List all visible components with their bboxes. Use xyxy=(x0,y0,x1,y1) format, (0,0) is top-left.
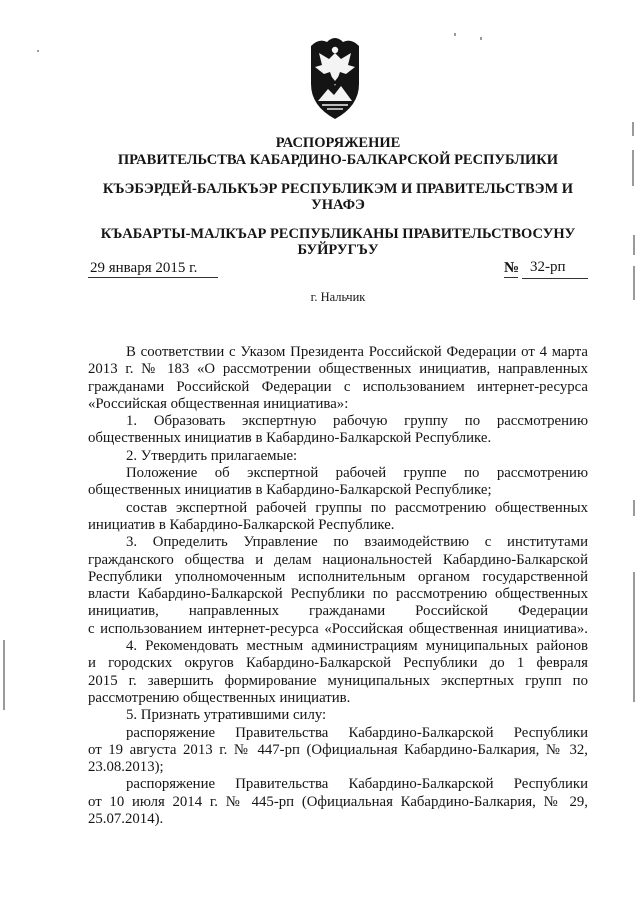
paragraph-line: 3. Определить Управление по взаимодействию с институтами xyxy=(126,534,588,551)
paragraph-line: 2015 г. завершить формирование муниципальных экспертных групп по xyxy=(88,672,588,689)
paragraph-line: 23.08.2013); xyxy=(88,759,164,776)
scan-mark xyxy=(633,572,635,702)
paragraph-line: от 19 августа 2013 г. № 447-рп (Официальная Кабардино-Балкария, № 32, xyxy=(88,741,588,758)
paragraph-line: Положение об экспертной рабочей группе по рассмотрению xyxy=(126,465,588,482)
paragraph-line: распоряжение Правительства Кабардино-Балкарской Республики xyxy=(126,724,588,741)
document-type-title: РАСПОРЯЖЕНИЕ xyxy=(275,135,401,151)
paragraph-line: 25.07.2014). xyxy=(88,811,164,828)
paragraph-line: инициатив, направленных гражданами Российской Федерации xyxy=(88,603,588,620)
scan-mark xyxy=(3,640,5,710)
paragraph-line: 5. Признать утратившими силу: xyxy=(126,707,327,724)
paragraph-6 xyxy=(88,534,588,638)
number-sign-underline xyxy=(504,277,518,278)
coat-of-arms-emblem xyxy=(305,34,365,120)
date-underline xyxy=(88,277,218,278)
paragraph-line: состав экспертной рабочей группы по рассмотрению общественных xyxy=(126,499,588,516)
paragraph-line: 1. Образовать экспертную рабочую группу по рассмотрению xyxy=(126,413,588,430)
paragraph-line: общественных инициатив в Кабардино-Балкарской Республике; xyxy=(88,482,492,499)
scan-mark xyxy=(37,50,39,52)
scan-mark xyxy=(633,235,635,255)
document-number: 32-рп xyxy=(530,259,566,275)
paragraph-line: 4. Рекомендовать местным администрациям муниципальных районов xyxy=(126,638,588,655)
paragraph-line: гражданами Российской Федерации с использованием интернет-ресурса xyxy=(88,378,588,395)
scan-mark xyxy=(480,37,482,40)
paragraph-line: Республики уполномоченным исполнительным органом государственной xyxy=(88,568,588,585)
number-sign: № xyxy=(504,260,520,276)
paragraph-line: «Российская общественная инициатива»: xyxy=(88,395,349,412)
issuer-kabardian-line-2: УНАФЭ xyxy=(311,197,365,213)
number-underline xyxy=(522,278,588,279)
paragraph-line: от 10 июля 2014 г. № 445-рп (Официальная Кабардино-Балкария, № 29, xyxy=(88,793,588,810)
paragraph-line: общественных инициатив в Кабардино-Балкарской Республике. xyxy=(88,430,492,447)
paragraph-line: рассмотрению общественных инициатив. xyxy=(88,689,351,706)
paragraph-8 xyxy=(88,707,588,724)
paragraph-line: гражданского общества и делам национальностей Кабардино-Балкарской xyxy=(88,551,588,568)
paragraph-line: с использованием интернет-ресурса «Российская общественная инициатива». xyxy=(88,620,588,637)
paragraph-2 xyxy=(88,413,588,448)
paragraph-line: инициатив в Кабардино-Балкарской Республике. xyxy=(88,516,395,533)
paragraph-9 xyxy=(88,725,588,777)
scan-mark xyxy=(633,266,635,300)
scan-mark xyxy=(632,150,634,186)
paragraph-1 xyxy=(88,344,588,413)
issuer-balkar-line-2: БУЙРУГЪУ xyxy=(297,242,379,258)
paragraph-10 xyxy=(88,776,588,828)
paragraph-3 xyxy=(88,448,588,465)
paragraph-line: 2. Утвердить прилагаемые: xyxy=(126,447,298,464)
issuer-balkar-line-1: КЪАБАРТЫ-МАЛКЪАР РЕСПУБЛИКАНЫ ПРАВИТЕЛЬСТВОСУНУ xyxy=(100,226,576,242)
paragraph-line: 2013 г. № 183 «О рассмотрении общественных инициатив, направленных xyxy=(88,361,588,378)
document-city: г. Нальчик xyxy=(310,290,366,304)
paragraph-4 xyxy=(88,465,588,500)
paragraph-line: власти Кабардино-Балкарской Республики по рассмотрению общественных xyxy=(88,586,588,603)
issuer-kabardian-line-1: КЪЭБЭРДЕЙ-БАЛЬКЪЭР РЕСПУБЛИКЭМ И ПРАВИТЕЛЬСТВЭМ И xyxy=(102,181,574,197)
coat-of-arms-icon xyxy=(305,34,365,120)
document-date: 29 января 2015 г. xyxy=(90,260,198,276)
issuer-russian: ПРАВИТЕЛЬСТВА КАБАРДИНО-БАЛКАРСКОЙ РЕСПУБЛИКИ xyxy=(117,152,559,168)
paragraph-line: В соответствии с Указом Президента Российской Федерации от 4 марта xyxy=(126,344,588,360)
scan-mark xyxy=(454,33,456,36)
scan-mark xyxy=(632,122,634,136)
paragraph-7 xyxy=(88,638,588,707)
paragraph-5 xyxy=(88,500,588,535)
scan-mark xyxy=(633,500,635,516)
paragraph-line: распоряжение Правительства Кабардино-Балкарской Республики xyxy=(126,776,588,793)
document-body xyxy=(88,344,588,828)
paragraph-line: и городских округов Кабардино-Балкарской Республики до 1 февраля xyxy=(88,655,588,672)
